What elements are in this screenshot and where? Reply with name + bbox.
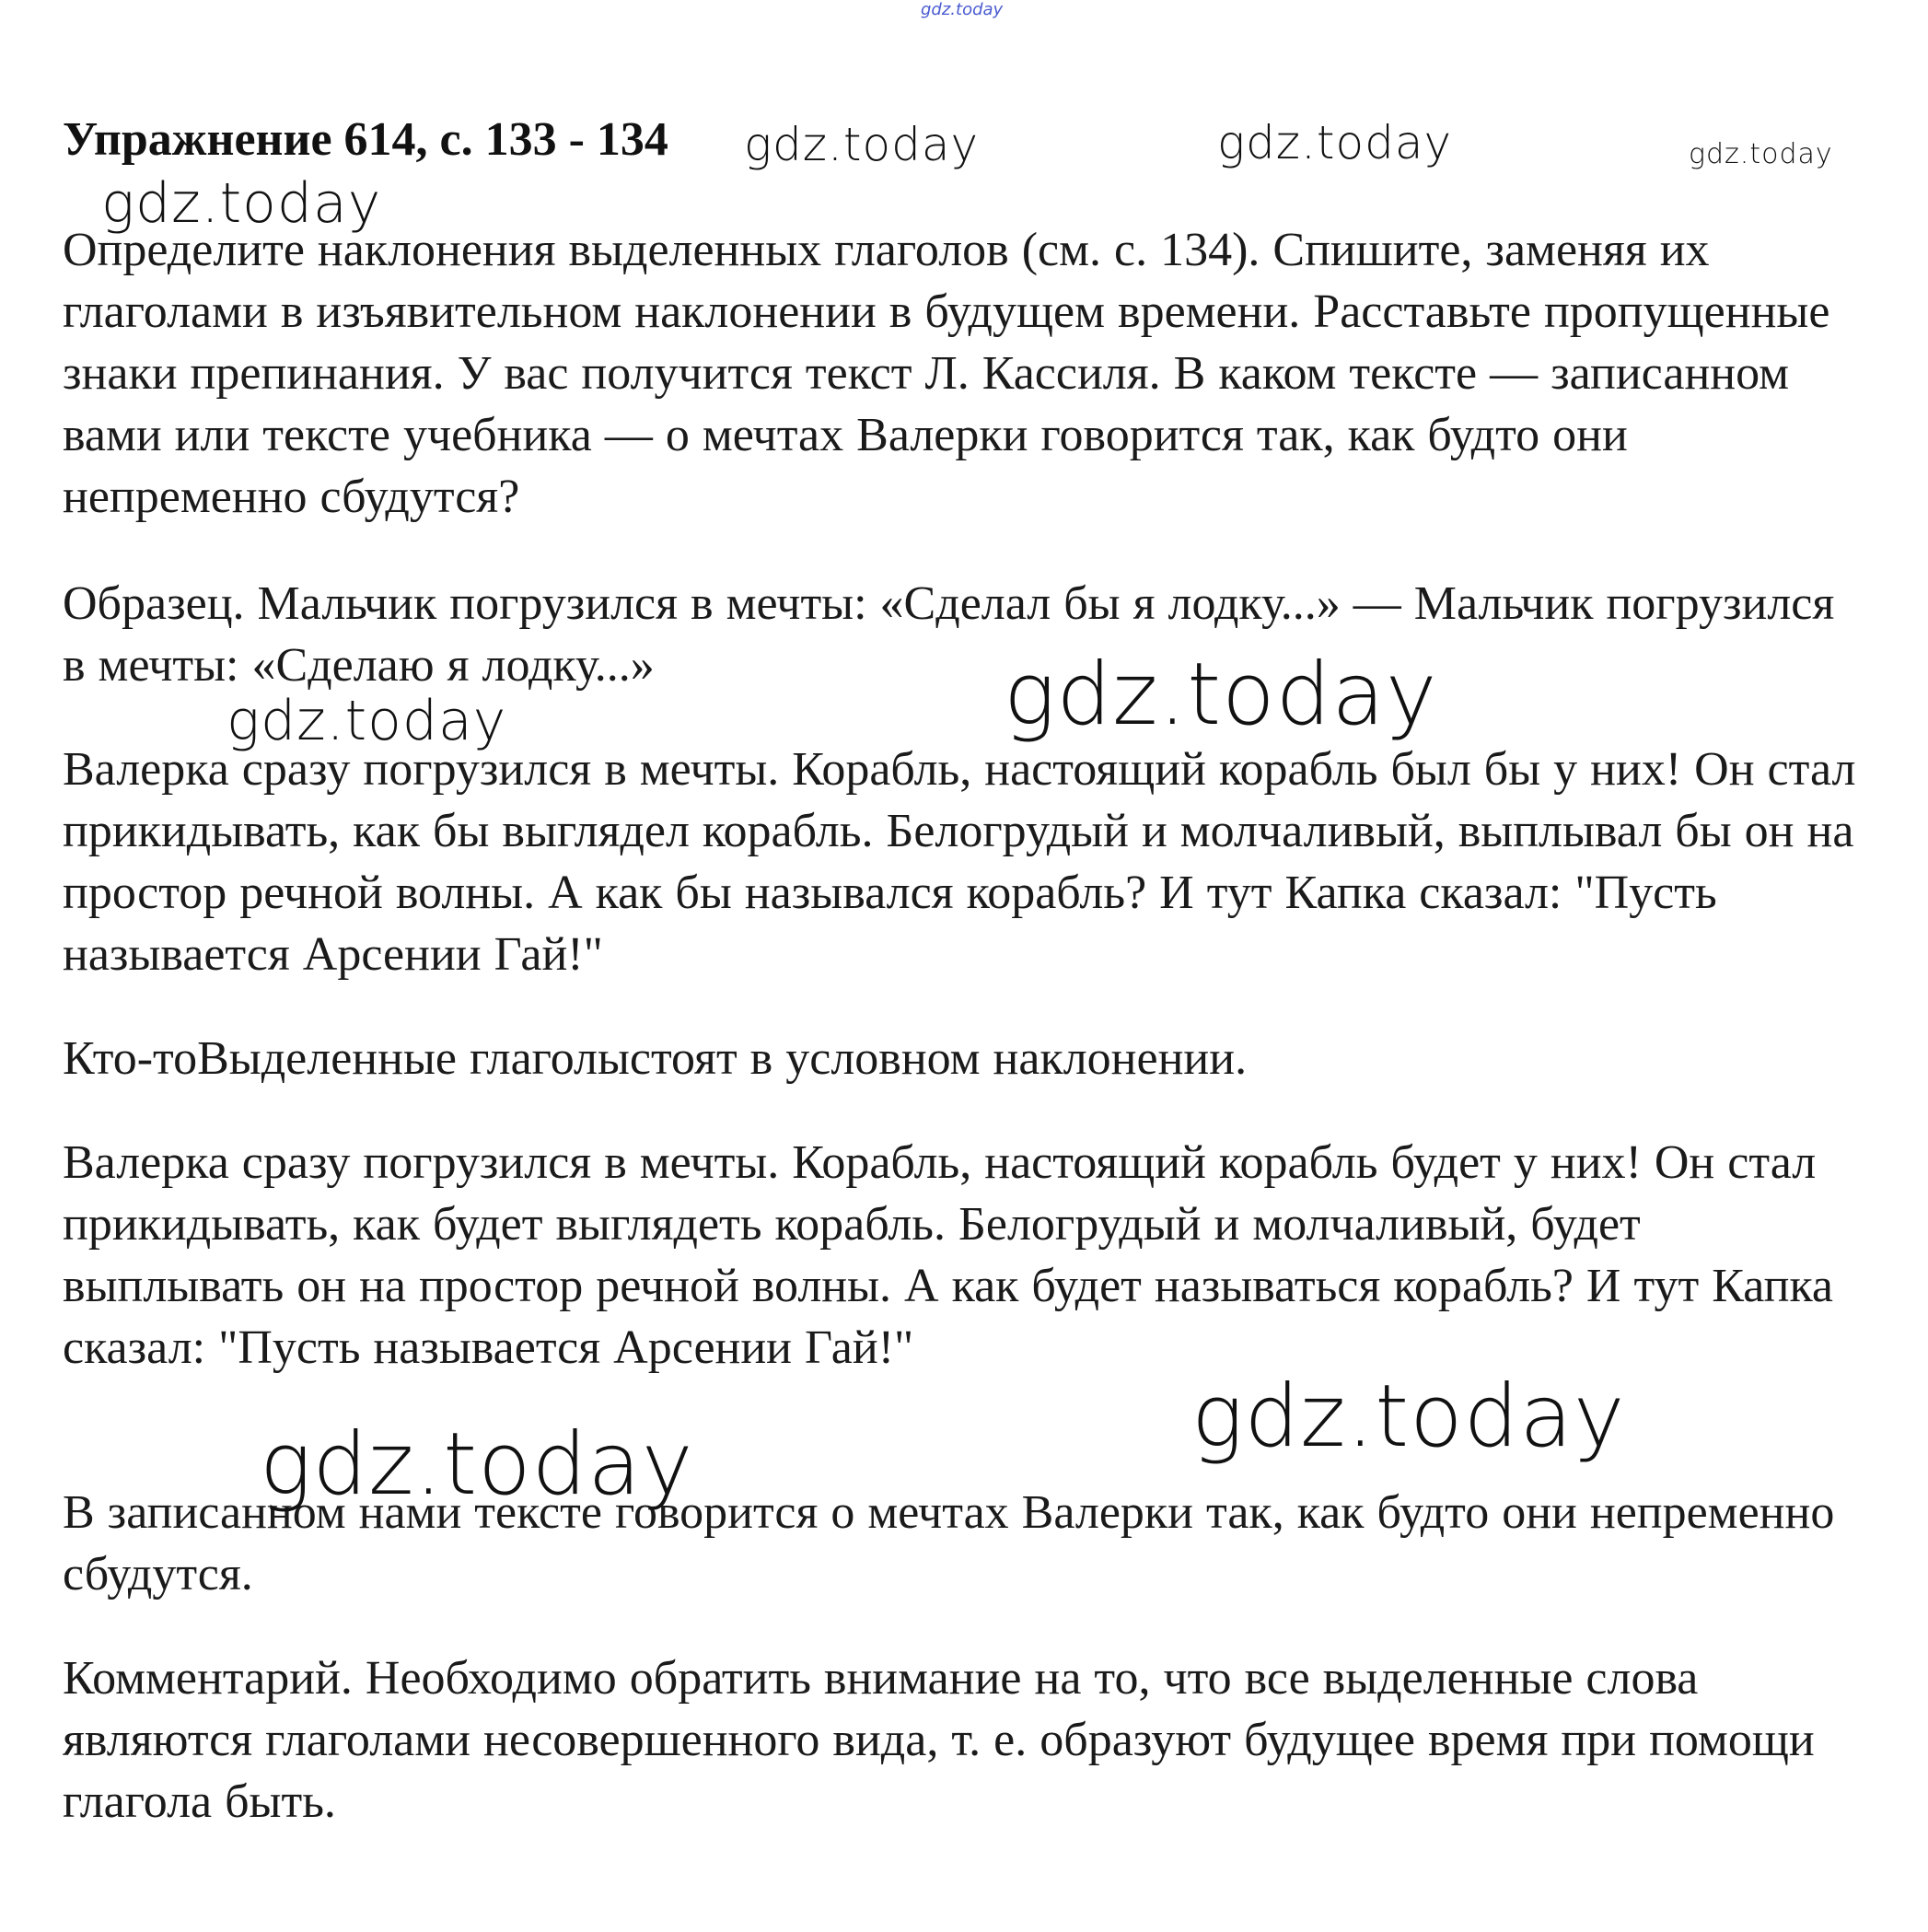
watermark: gdz.today bbox=[101, 171, 382, 236]
watermark: gdz.today bbox=[744, 118, 980, 171]
exercise-title: Упражнение 614, с. 133 - 134 bbox=[63, 113, 668, 166]
watermark: gdz.today bbox=[1191, 1367, 1626, 1467]
watermark-top: gdz.today bbox=[921, 0, 1004, 19]
rewritten-text-paragraph: Валерка сразу погрузился в мечты. Корабль, настоящий корабль будет у них! Он стал прикидывать, как будет выглядеть корабль. Белогрудый и молчаливый, будет выплывать он на простор речной волны. А как будет называться корабль? И тут Капка сказал: "Пусть называется Арсении Гай!" bbox=[63, 1136, 1834, 1374]
watermark: gdz.today bbox=[1004, 645, 1438, 745]
original-text-paragraph: Валерка сразу погрузился в мечты. Корабль, настоящий корабль был бы у них! Он стал прикидывать, как бы выглядел корабль. Белогрудый и молчаливый, выплывал бы он на простор речной волны. А как бы назывался корабль? И тут Капка сказал: "Пусть называется Арсении Гай!" bbox=[63, 743, 1856, 981]
watermark: gdz.today bbox=[1689, 138, 1833, 170]
mood-note-paragraph: Кто-тоВыделенные глаголыстоят в условном наклонении. bbox=[63, 1032, 1248, 1085]
answer-paragraph: В записанном нами тексте говорится о мечтах Валерки так, как будто они непременно сбудутся. bbox=[63, 1486, 1835, 1600]
comment-paragraph: Комментарий. Необходимо обратить внимание на то, что все выделенные слова являются глаголами несовершенного вида, т. е. образуют будущее время при помощи глагола быть. bbox=[63, 1652, 1815, 1828]
watermark: gdz.today bbox=[226, 689, 507, 753]
watermark: gdz.today bbox=[260, 1414, 694, 1515]
document-page bbox=[63, 111, 1858, 1833]
sample-paragraph: Образец. Мальчик погрузился в мечты: «Сделал бы я лодку...» — Мальчик погрузился в мечты: «Сделаю я лодку...» bbox=[63, 577, 1835, 692]
watermark: gdz.today bbox=[1217, 116, 1453, 169]
task-paragraph: Определите наклонения выделенных глаголов (см. с. 134). Спишите, заменяя их глаголами в изъявительном наклонении в будущем времени. Расставьте пропущенные знаки препинания. У вас получится текст Л. Кассиля. В каком тексте — записанном вами или тексте учебника — о мечтах Валерки говорится так, как будто они непременно сбудутся? bbox=[63, 224, 1830, 523]
